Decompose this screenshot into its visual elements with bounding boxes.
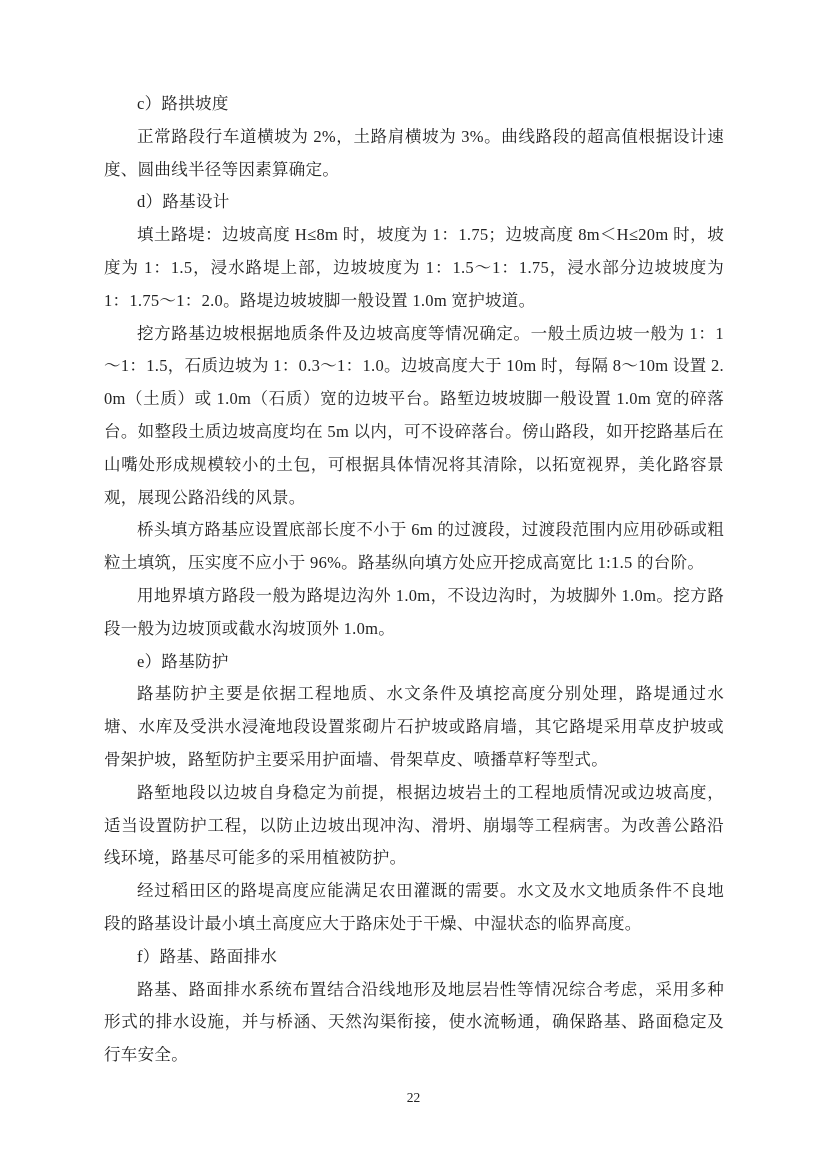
document-body	[104, 88, 724, 1072]
body-paragraph: 填土路堤：边坡高度 H≤8m 时，坡度为 1：1.75；边坡高度 8m＜H≤20m 时，坡度为 1：1.5，浸水路堤上部，边坡坡度为 1：1.5～1：1.75，浸水部分边坡坡度为 1：1.75～1：2.0。路堤边坡坡脚一般设置 1.0m 宽护坡道。	[104, 225, 724, 310]
body-paragraph: 挖方路基边坡根据地质条件及边坡高度等情况确定。一般土质边坡一般为 1：1～1：1.5，石质边坡为 1：0.3～1：1.0。边坡高度大于 10m 时，每隔 8～10m 设置 2.0m（土质）或 1.0m（石质）宽的边坡平台。路堑边坡坡脚一般设置 1.0m 宽的碎落台。如整段土质边坡高度均在 5m 以内，可不设碎落台。傍山路段，如开挖路基后在山嘴处形成规模较小的土包，可根据具体情况将其清除，以拓宽视界，美化路容景观，展现公路沿线的风景。	[104, 323, 724, 507]
body-paragraph: 正常路段行车道横坡为 2%，土路肩横坡为 3%。曲线路段的超高值根据设计速度、圆曲线半径等因素算确定。	[104, 126, 724, 179]
page-number: 22	[406, 1090, 421, 1105]
body-paragraph: 经过稻田区的路堤高度应能满足农田灌溉的需要。水文及水文地质条件不良地段的路基设计最小填土高度应大于路床处于干燥、中湿状态的临界高度。	[104, 881, 724, 933]
body-paragraph: 桥头填方路基应设置底部长度不小于 6m 的过渡段，过渡段范围内应用砂砾或粗粒土填筑，压实度不应小于 96%。路基纵向填方处应开挖成高宽比 1:1.5 的台阶。	[104, 520, 724, 573]
body-paragraph: 用地界填方路段一般为路堤边沟外 1.0m，不设边沟时，为坡脚外 1.0m。挖方路段一般为边坡顶或截水沟坡顶外 1.0m。	[104, 585, 724, 638]
list-heading-paragraph: d）路基设计	[137, 192, 230, 212]
body-paragraph: 路基防护主要是依据工程地质、水文条件及填挖高度分别处理，路堤通过水塘、水库及受洪水浸淹地段设置浆砌片石护坡或路肩墙，其它路堤采用草皮护坡或骨架护坡，路堑防护主要采用护面墙、骨架草皮、喷播草籽等型式。	[104, 684, 724, 769]
list-heading-paragraph: e）路基防护	[137, 651, 229, 671]
body-paragraph: 路基、路面排水系统布置结合沿线地形及地层岩性等情况综合考虑，采用多种形式的排水设施，并与桥涵、天然沟渠衔接，使水流畅通，确保路基、路面稳定及行车安全。	[104, 979, 724, 1065]
list-heading-paragraph: f）路基、路面排水	[137, 946, 278, 966]
list-heading-paragraph: c）路拱坡度	[137, 94, 229, 113]
body-paragraph: 路堑地段以边坡自身稳定为前提，根据边坡岩土的工程地质情况或边坡高度，适当设置防护工程，以防止边坡出现冲沟、滑坍、崩塌等工程病害。为改善公路沿线环境，路基尽可能多的采用植被防护。	[104, 782, 724, 868]
